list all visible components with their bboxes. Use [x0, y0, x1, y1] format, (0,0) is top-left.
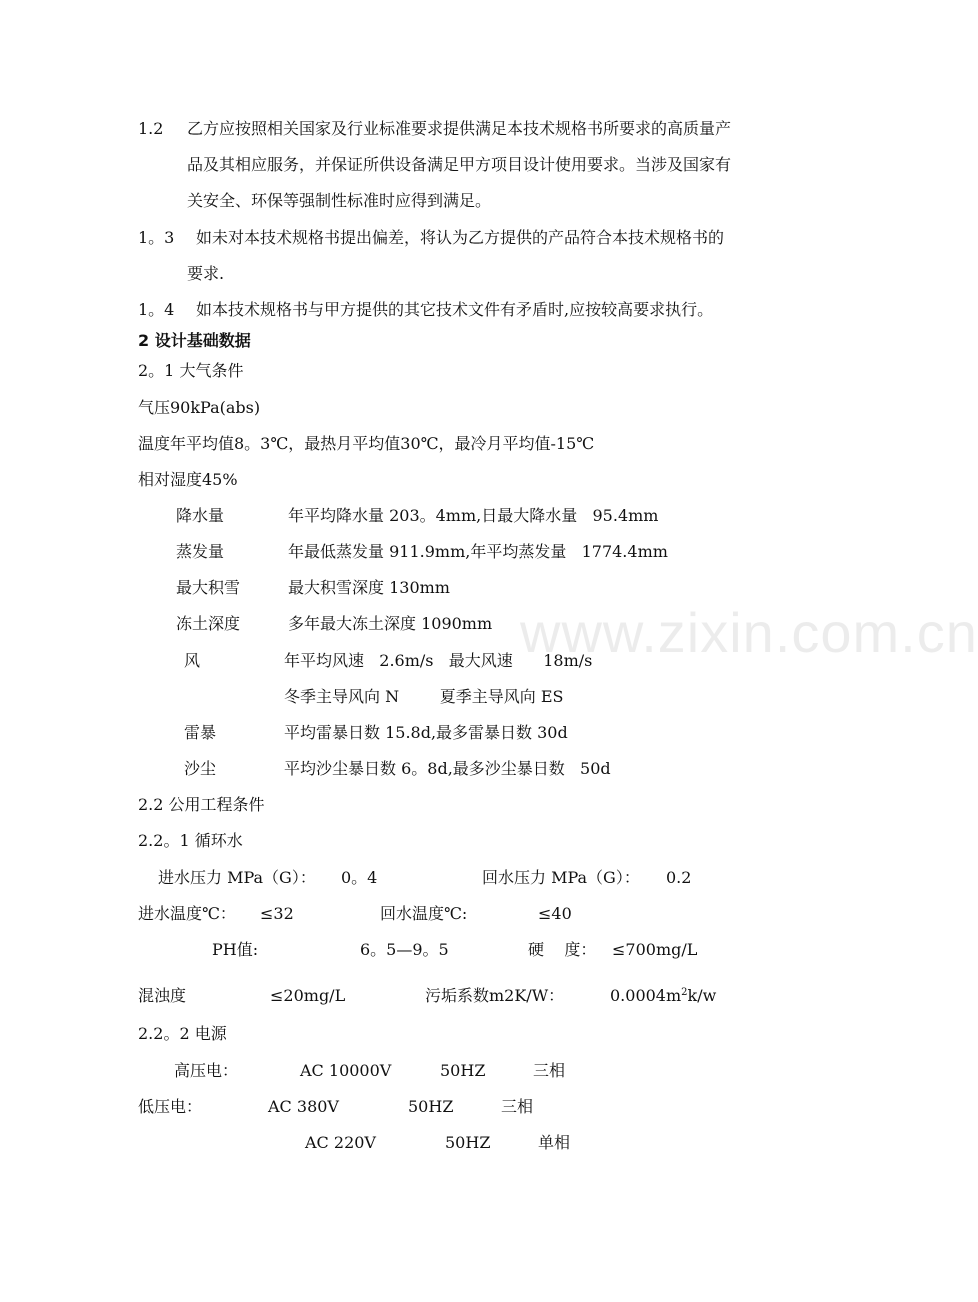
precipitation-label: 降水量 — [176, 506, 225, 525]
ph-value: 6。5—9。5 — [360, 940, 449, 959]
hardness-value: ≤700mg/L — [612, 940, 698, 959]
pressure-line: 气压90kPa(abs) — [138, 398, 261, 417]
return-temp-value: ≤40 — [538, 904, 572, 923]
section-2-2-2-heading: 2.2。2 电源 — [138, 1024, 227, 1043]
lv2-voltage: AC 220V — [305, 1133, 376, 1152]
evaporation-value: 年最低蒸发量 911.9mm,年平均蒸发量 1774.4mm — [288, 542, 668, 561]
frost-value: 多年最大冻土深度 1090mm — [288, 614, 493, 633]
turbidity-label: 混浊度 — [138, 986, 187, 1005]
para-1-4-number: 1。4 — [138, 300, 175, 319]
humidity-line: 相对湿度45% — [138, 470, 238, 489]
thunder-label: 雷暴 — [184, 723, 217, 742]
inlet-pressure-value: 0。4 — [341, 868, 378, 887]
return-temp-label: 回水温度℃: — [380, 904, 468, 923]
return-pressure-label: 回水压力 MPa（G）： — [482, 868, 640, 887]
inlet-temp-label: 进水温度℃： — [138, 904, 236, 923]
watermark: www.zixin.com.cn — [520, 601, 978, 664]
inlet-temp-value: ≤32 — [260, 904, 294, 923]
hv-phase: 三相 — [533, 1061, 566, 1080]
para-1-2-line-2: 品及其相应服务，并保证所供设备满足甲方项目设计使用要求。当涉及国家有 — [187, 155, 732, 174]
hardness-label: 硬 度： — [528, 940, 597, 959]
snow-label: 最大积雪 — [176, 578, 241, 597]
section-2-heading: 2 设计基础数据 — [138, 331, 251, 350]
para-1-3-line-1: 如未对本技术规格书提出偏差，将认为乙方提供的产品符合本技术规格书的 — [196, 228, 725, 247]
dust-label: 沙尘 — [184, 759, 217, 778]
section-2-1-heading: 2。1 大气条件 — [138, 361, 244, 380]
hv-label: 高压电： — [174, 1061, 239, 1080]
frost-label: 冻土深度 — [176, 614, 241, 633]
hv-voltage: AC 10000V — [300, 1061, 392, 1080]
fouling-value: $0.0004m^2k/w$ — [610, 986, 717, 1005]
lv-label: 低压电： — [138, 1097, 203, 1116]
turbidity-value: ≤20mg/L — [270, 986, 346, 1005]
precipitation-value: 年平均降水量 203。4mm,日最大降水量 95.4mm — [288, 506, 659, 525]
para-1-2-line-3: 关安全、环保等强制性标准时应得到满足。 — [187, 191, 492, 210]
lv2-phase: 单相 — [538, 1133, 571, 1152]
thunder-value: 平均雷暴日数 15.8d,最多雷暴日数 30d — [284, 723, 568, 742]
lv2-frequency: 50HZ — [445, 1133, 491, 1152]
wind-label: 风 — [184, 651, 201, 670]
wind-direction-value: 冬季主导风向 N 夏季主导风向 ES — [284, 687, 564, 706]
snow-value: 最大积雪深度 130mm — [288, 578, 450, 597]
para-1-2-number: 1.2 — [138, 119, 164, 138]
evaporation-label: 蒸发量 — [176, 542, 225, 561]
lv-voltage: AC 380V — [268, 1097, 339, 1116]
fouling-label: 污垢系数m2K/W： — [425, 986, 565, 1005]
section-2-2-1-heading: 2.2。1 循环水 — [138, 831, 243, 850]
lv-frequency: 50HZ — [408, 1097, 454, 1116]
temperature-line: 温度年平均值8。3℃，最热月平均值30℃，最冷月平均值-15℃ — [138, 434, 595, 453]
lv-phase: 三相 — [501, 1097, 534, 1116]
para-1-3-number: 1。3 — [138, 228, 175, 247]
para-1-3-line-2: 要求. — [187, 264, 225, 283]
inlet-pressure-label: 进水压力 MPa（G）： — [158, 868, 316, 887]
dust-value: 平均沙尘暴日数 6。8d,最多沙尘暴日数 50d — [284, 759, 611, 778]
para-1-4-line-1: 如本技术规格书与甲方提供的其它技术文件有矛盾时,应按较高要求执行。 — [196, 300, 714, 319]
ph-label: PH值: — [212, 940, 259, 959]
wind-value: 年平均风速 2.6m/s 最大风速 18m/s — [284, 651, 593, 670]
return-pressure-value: 0.2 — [666, 868, 692, 887]
section-2-2-heading: 2.2 公用工程条件 — [138, 795, 265, 814]
hv-frequency: 50HZ — [440, 1061, 486, 1080]
para-1-2-line-1: 乙方应按照相关国家及行业标准要求提供满足本技术规格书所要求的高质量产 — [187, 119, 732, 138]
